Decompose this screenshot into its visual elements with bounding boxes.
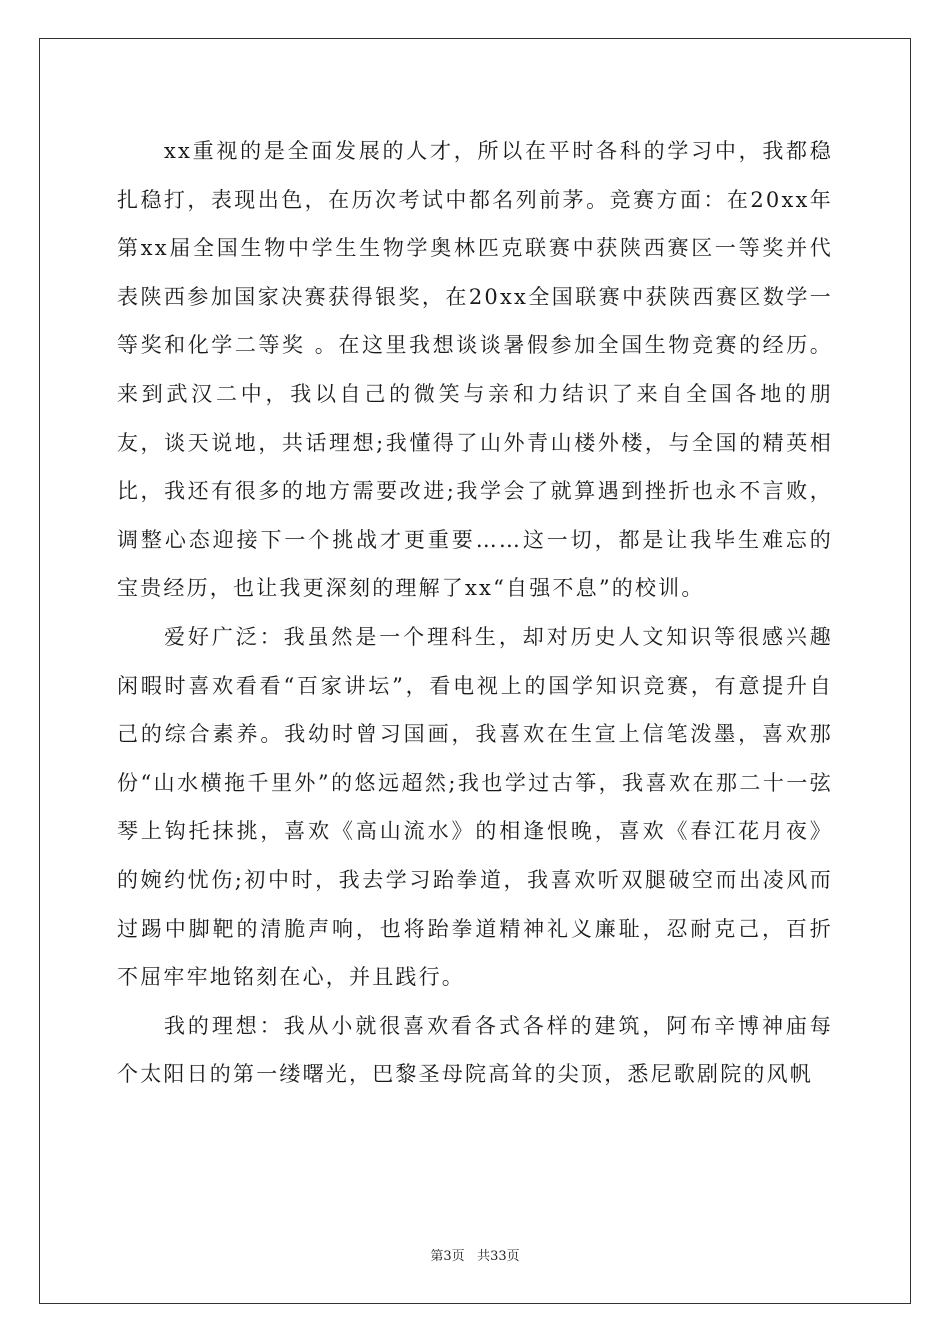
page-total: 共33页: [477, 1249, 520, 1264]
paragraph-hobbies: 爱好广泛：我虽然是一个理科生，却对历史人文知识等很感兴趣闲暇时喜欢看看“百家讲坛”，看电视上的国学知识竞赛，有意提升自己的综合素养。我幼时曾习国画，我喜欢在生宣上信笔泼墨，喜欢那份“山水横拖千里外”的悠远超然;我也学过古筝，我喜欢在那二十一弦琴上钩托抹挑，喜欢《高山流水》的相逢恨晚，喜欢《春江花月夜》的婉约忧伤;初中时，我去学习跆拳道，我喜欢听双腿破空而出凌风而过踢中脚靶的清脆声响，也将跆拳道精神礼义廉耻，忍耐克己，百折不屈牢牢地铭刻在心，并且践行。: [117, 624, 833, 990]
paragraph-ideals: 我的理想：我从小就很喜欢看各式各样的建筑，阿布辛博神庙每个太阳日的第一缕曙光，巴黎圣母院高耸的尖顶，悉尼歌剧院的风帆: [117, 1013, 833, 1087]
paragraph-academics: xx重视的是全面发展的人才，所以在平时各科的学习中，我都稳扎稳打，表现出色，在历次考试中都名列前茅。竞赛方面：在20xx年第xx届全国生物中学生生物学奥林匹克联赛中获陕西赛区一等奖并代表陕西参加国家决赛获得银奖，在20xx全国联赛中获陕西赛区数学一等奖和化学二等奖 。在这里我想谈谈暑假参加全国生物竞赛的经历。来到武汉二中，我以自己的微笑与亲和力结识了来自全国各地的朋友，谈天说地，共话理想;我懂得了山外青山楼外楼，与全国的精英相比，我还有很多的地方需要改进;我学会了就算遇到挫折也永不言败，调整心态迎接下一个挑战才更重要……这一切，都是让我毕生难忘的宝贵经历，也让我更深刻的理解了xx“自强不息”的校训。: [117, 139, 833, 601]
page-footer: [0, 1245, 950, 1264]
page-number: 第3页: [430, 1249, 465, 1264]
document-body: [117, 127, 833, 1099]
